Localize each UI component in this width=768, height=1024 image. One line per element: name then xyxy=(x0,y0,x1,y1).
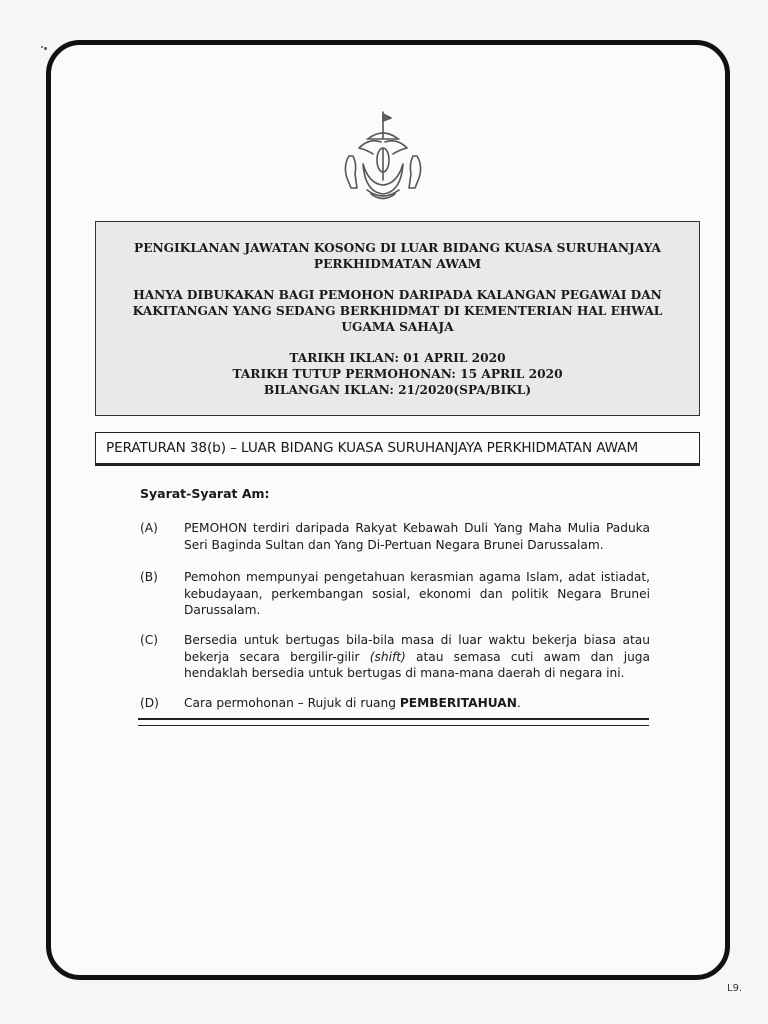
header-title-line-2: PERKHIDMATAN AWAM xyxy=(313,257,482,271)
advertisement-date: TARIKH IKLAN: 01 APRIL 2020 xyxy=(289,351,506,365)
condition-text xyxy=(184,632,650,682)
condition-marker: (A) xyxy=(140,521,158,535)
condition-text-part: atau semasa cuti awam dan juga hendaklah bersedia untuk bertugas di mana-mana daerah di negara ini. xyxy=(184,649,651,680)
notice-term: PEMBERITAHUAN xyxy=(399,696,517,710)
regulation-heading: PERATURAN 38(b) – LUAR BIDANG KUASA SURUHANJAYA PERKHIDMATAN AWAM xyxy=(95,432,700,466)
condition-text: PEMOHON terdiri daripada Rakyat Kebawah Duli Yang Maha Mulia Paduka Seri Baginda Sultan dan Yang Di-Pertuan Negara Brunei Darussalam. xyxy=(184,521,650,552)
condition-marker: (C) xyxy=(140,633,159,647)
page-mark: L9. xyxy=(727,983,743,994)
condition-marker: (B) xyxy=(140,570,158,584)
condition-text xyxy=(184,695,650,712)
condition-text-part: Cara permohonan – Rujuk di ruang xyxy=(184,696,396,710)
brunei-national-crest-icon xyxy=(333,108,433,208)
condition-text-part: . xyxy=(516,696,521,710)
header-eligibility-line-2: KAKITANGAN YANG SEDANG BERKHIDMAT DI KEMENTERIAN HAL EHWAL xyxy=(132,304,663,318)
header-eligibility-line-3: UGAMA SAHAJA xyxy=(341,320,454,334)
advertisement-header-box xyxy=(95,221,700,416)
condition-text: Pemohon mempunyai pengetahuan kerasmian agama Islam, adat istiadat, kebudayaan, perkembangan sosial, ekonomi dan politik Negara Brunei Darussalam. xyxy=(184,570,650,617)
header-title-line-1: PENGIKLANAN JAWATAN KOSONG DI LUAR BIDANG KUASA SURUHANJAYA xyxy=(134,241,661,255)
section-title: Syarat-Syarat Am: xyxy=(140,486,270,501)
advertisement-number: BILANGAN IKLAN: 21/2020(SPA/BIKL) xyxy=(263,383,532,397)
condition-text-part: Bersedia untuk bertugas bila-bila masa di luar waktu bekerja biasa atau bekerja secara bergilir-gilir xyxy=(184,633,650,664)
closing-date: TARIKH TUTUP PERMOHONAN: 15 APRIL 2020 xyxy=(232,367,563,381)
condition-marker: (D) xyxy=(140,696,159,710)
header-eligibility-line-1: HANYA DIBUKAKAN BAGI PEMOHON DARIPADA KALANGAN PEGAWAI DAN xyxy=(133,288,662,302)
section-divider xyxy=(138,718,649,726)
shift-term: (shift) xyxy=(369,649,406,664)
